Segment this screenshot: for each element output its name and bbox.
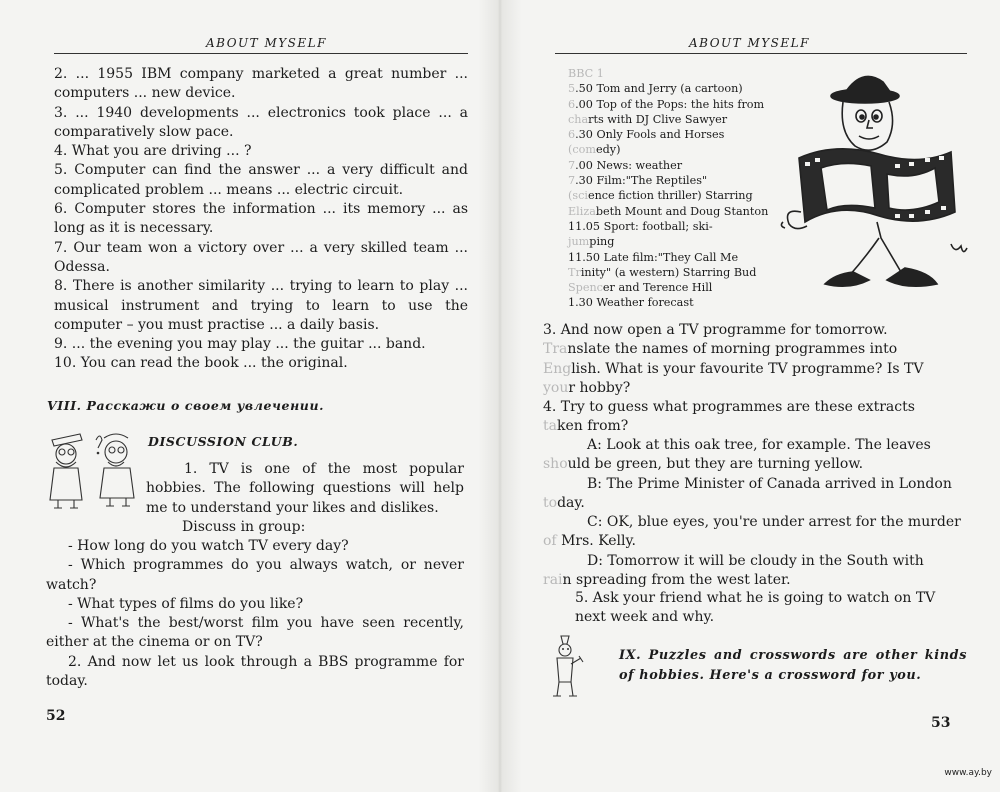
line-text: day. (557, 494, 585, 511)
tv-programme-listing (568, 66, 808, 311)
text-line (568, 142, 808, 157)
exercise-4 (543, 398, 967, 437)
line-text: ken from? (556, 418, 629, 435)
line-text: uld be green, but they are turning yellow. (567, 456, 864, 473)
faded-text-fragment: 6 (568, 97, 576, 111)
extract-line (543, 532, 967, 551)
faded-text-fragment: Tr (568, 265, 581, 279)
question-item: - What types of films do you like? (68, 595, 304, 612)
text-line (543, 398, 967, 417)
task-heading: VIII. Расскажи о своем увлечении. (47, 398, 325, 413)
text-line (568, 188, 808, 203)
line-text: D: Tomorrow it will be cloudy in the South with (587, 552, 924, 569)
exercise-item: 3. ... 1940 developments ... electronics took place ... a comparatively slow pace. (54, 104, 468, 140)
left-page (0, 0, 487, 792)
header-rule (54, 53, 468, 54)
club-intro: 1. TV is one of the most popular hobbies. The following questions will help me to understand your likes and dislikes. (146, 461, 464, 516)
faded-text-fragment: BBC 1 (568, 67, 604, 80)
line-text: ping (589, 235, 615, 249)
exercise-item: 9. ... the evening you may play ... the guitar ... band. (54, 336, 426, 353)
line-text: edy) (595, 143, 621, 157)
extract-line (543, 436, 967, 455)
text-line (568, 97, 808, 112)
question-item: - Which programmes do you always watch, or never watch? (46, 557, 464, 593)
line-text: 11.05 Sport: football; ski- (568, 219, 713, 233)
pencil-man-illustration (543, 632, 587, 704)
line-text: B: The Prime Minister of Canada arrived in London (587, 475, 952, 492)
line-text: 1.30 Weather forecast (568, 296, 694, 310)
extract-line (543, 552, 967, 571)
faded-text-fragment: ta (543, 418, 557, 435)
exercise-item: 10. You can read the book ... the original. (54, 355, 348, 372)
line-text: r hobby? (568, 379, 631, 396)
line-text: .30 Film:"The Reptiles" (575, 174, 708, 188)
line-text: .00 News: weather (575, 158, 683, 172)
text-line (568, 81, 808, 96)
extract-list (543, 436, 967, 590)
faded-text-fragment: sho (543, 456, 568, 473)
faded-text-fragment: Eng (543, 360, 572, 377)
exercise-list (54, 65, 468, 374)
extract-line (543, 571, 967, 590)
exercise-item: 2. ... 1955 IBM company marketed a great number ... computers ... new device. (54, 66, 468, 102)
text-line (568, 234, 808, 249)
exercise-item: 8. There is another similarity ... trying to learn to play ... musical instrument and trying to learn to use the computer – you must practise ... a daily basis. (54, 278, 468, 333)
question-list (46, 537, 464, 691)
text-line (568, 204, 808, 219)
line-text: nslate the names of morning programmes into (567, 341, 898, 358)
exercise-item: 7. Our team won a victory over ... a very skilled team ... Odessa. (54, 239, 468, 275)
extract-line (543, 475, 967, 494)
line-text: lish. What is your favourite TV programme? Is TV (571, 360, 924, 377)
exercise-3 (543, 321, 967, 398)
exercise-item: 5. Computer can find the answer ... a very difficult and complicated problem ... means ... electric circuit. (54, 162, 468, 198)
club-title: DISCUSSION CLUB. (148, 434, 299, 449)
text-line (568, 280, 808, 295)
exercise-item: 4. What you are driving ... ? (54, 143, 252, 160)
faded-text-fragment: of (543, 533, 557, 550)
text-line (568, 219, 808, 234)
faded-text-fragment: cha (568, 112, 589, 126)
discuss-label: Discuss in group: (182, 519, 306, 535)
text-line (543, 321, 967, 340)
text-line (568, 127, 808, 142)
running-header: ABOUT MYSELF (206, 36, 327, 50)
line-text: inity" (a western) Starring Bud (580, 265, 757, 279)
question-item: - What's the best/worst film you have seen recently, either at the cinema or on TV? (46, 615, 464, 651)
text-line (568, 158, 808, 173)
text-line (568, 66, 808, 81)
line-text: rts with DJ Clive Sawyer (588, 112, 728, 126)
film-reel-character-illustration (779, 62, 969, 302)
text-line (568, 250, 808, 265)
text-line (543, 417, 967, 436)
question-item: - How long do you watch TV every day? (68, 538, 349, 554)
page-number: 52 (46, 708, 66, 724)
exercise-item: 2. And now let us look through a BBS programme for today. (46, 653, 464, 690)
extract-line (543, 494, 967, 513)
faded-text-fragment: Spenc (568, 281, 603, 295)
header-rule (555, 53, 967, 54)
extract-line (543, 455, 967, 474)
watermark: www.ay.by (944, 768, 992, 778)
line-text: .00 Top of the Pops: the hits from (575, 97, 765, 111)
faded-text-fragment: rai (543, 572, 563, 589)
faded-text-fragment: 7 (568, 174, 576, 188)
text-line (568, 173, 808, 188)
task-heading: IX. Puzzles and crosswords are other kinds of hobbies. Here's a crossword for you. (619, 648, 967, 683)
line-text: C: OK, blue eyes, you're under arrest for the murder (587, 514, 961, 531)
faded-text-fragment: (sci (568, 189, 588, 203)
faded-text-fragment: 5 (568, 82, 576, 96)
faded-text-fragment: to (543, 494, 558, 511)
text-line (543, 340, 967, 359)
line-text: A: Look at this oak tree, for example. The leaves (587, 437, 931, 453)
text-line (568, 112, 808, 127)
faded-text-fragment: (com (568, 143, 596, 157)
running-header: ABOUT MYSELF (689, 36, 810, 50)
line-text: 4. Try to guess what programmes are these extracts (543, 399, 915, 415)
right-page (513, 0, 1000, 792)
faded-text-fragment: you (543, 379, 569, 396)
line-text: .30 Only Fools and Horses (575, 128, 725, 142)
line-text: er and Terence Hill (602, 281, 713, 295)
exercise-item: 6. Computer stores the information ... its memory ... as long as it is necessary. (54, 201, 468, 237)
line-text: Mrs. Kelly. (556, 533, 637, 550)
line-text: beth Mount and Doug Stanton (595, 204, 769, 218)
text-line (543, 379, 967, 398)
faded-text-fragment: Eliza (568, 204, 596, 218)
line-text: 3. And now open a TV programme for tomorrow. (543, 322, 888, 338)
line-text: n spreading from the west later. (562, 572, 791, 589)
line-text: .50 Tom and Jerry (a cartoon) (575, 82, 743, 96)
faded-text-fragment: Tra (543, 341, 568, 358)
page-number: 53 (931, 715, 951, 731)
extract-line (543, 513, 967, 532)
faded-text-fragment: 7 (568, 158, 576, 172)
faded-text-fragment: 6 (568, 128, 576, 142)
line-text: ence fiction thriller) Starring (587, 189, 753, 203)
text-line (568, 295, 808, 310)
line-text: 11.50 Late film:"They Call Me (568, 250, 739, 264)
exercise-5: 5. Ask your friend what he is going to watch on TV next week and why. (575, 590, 936, 626)
professors-illustration (46, 426, 142, 514)
faded-text-fragment: jum (568, 235, 590, 249)
text-line (568, 265, 808, 280)
text-line (543, 360, 967, 379)
